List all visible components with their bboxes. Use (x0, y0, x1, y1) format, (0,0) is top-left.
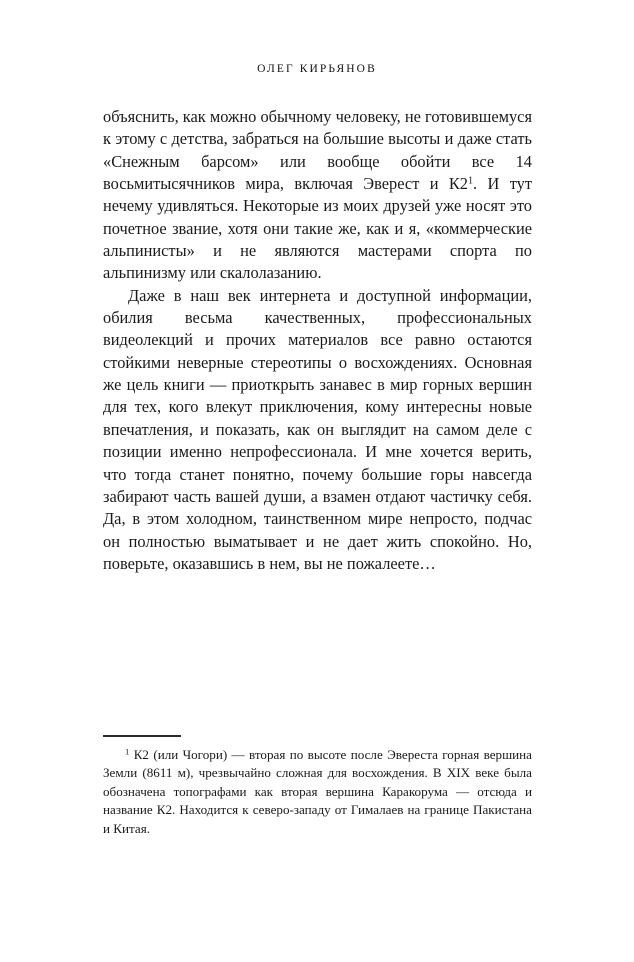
paragraph-second: Даже в наш век интернета и доступной информации, обилия весьма качественных, профессиональных видеолекций и прочих материалов все равно остаются стойкими неверные стереотипы о восхождениях. Основная же цель книги — приоткрыть занавес в мир горных вершин для тех, кого влекут приключения, кому интересны новые впечатления, и показать, как он выглядит на самом деле с позиции именно непрофессионала. И мне хочется верить, что тогда станет понятно, почему большие горы навсегда забирают часть вашей души, а взамен отдают частичку себя. Да, в этом холодном, таинственном мире непросто, подчас он полностью выматывает и не дает жить спокойно. Но, поверьте, оказавшись в нем, вы не пожалеете… (103, 285, 532, 573)
paragraph-continuation-text-end: . И тут нечему удивляться. Некоторые из моих друзей уже носят это почетное звание, хотя они такие же, как и я, «коммерческие альпинисты» и не являются мастерами спорта по альпинизму или скалолазанию. (103, 174, 532, 283)
paragraph-continuation (103, 106, 532, 285)
body-text-block (103, 106, 532, 575)
footnote-zone (103, 735, 532, 838)
paragraph-continuation-text-start: объяснить, как можно обычному человеку, не готовившемуся к этому с детства, забраться на большие высоты и даже стать «Снежным барсом» или вообще обойти все 14 восьмитысячников мира, включая Эверест и К2 (103, 107, 532, 194)
footnote-separator-rule (103, 735, 181, 737)
footnote-number-marker: 1 (125, 746, 130, 757)
running-head: ОЛЕГ КИРЬЯНОВ (257, 63, 377, 75)
footnote-entry (103, 746, 532, 839)
footnote-body-text: К2 (или Чогори) — вторая по высоте после Эвереста горная вершина Земли (8611 м), чрезвычайно сложная для восхождения. В XIX веке была обозначена топографами как вторая вершина Каракорума — отсюда и название К2. Находится к северо-западу от Гималаев на границе Пакистана и Китая. (103, 746, 532, 836)
footnote-reference-marker[interactable]: 1 (467, 175, 474, 187)
